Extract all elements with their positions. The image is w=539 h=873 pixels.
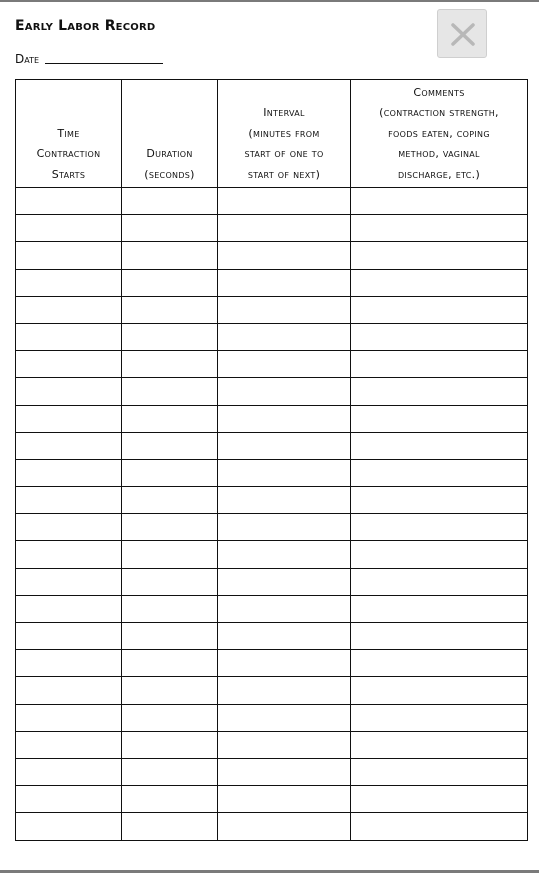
comments-cell[interactable] [351, 378, 528, 405]
interval-cell[interactable] [218, 541, 351, 568]
table-row [16, 704, 528, 731]
duration-cell[interactable] [122, 786, 218, 813]
form-title: Early Labor Record [15, 18, 156, 34]
table-row [16, 269, 528, 296]
interval-cell[interactable] [218, 623, 351, 650]
col-header-duration [122, 80, 218, 188]
duration-cell[interactable] [122, 677, 218, 704]
duration-cell[interactable] [122, 568, 218, 595]
comments-cell[interactable] [351, 188, 528, 215]
table-row [16, 786, 528, 813]
comments-cell[interactable] [351, 269, 528, 296]
interval-cell[interactable] [218, 568, 351, 595]
interval-cell[interactable] [218, 786, 351, 813]
interval-cell[interactable] [218, 323, 351, 350]
col-header-interval [218, 80, 351, 188]
comments-cell[interactable] [351, 405, 528, 432]
interval-cell[interactable] [218, 813, 351, 840]
duration-cell[interactable] [122, 541, 218, 568]
time-cell[interactable] [16, 595, 122, 622]
duration-cell[interactable] [122, 813, 218, 840]
table-row [16, 188, 528, 215]
header-row [16, 80, 528, 188]
interval-cell[interactable] [218, 677, 351, 704]
duration-cell[interactable] [122, 758, 218, 785]
duration-cell[interactable] [122, 704, 218, 731]
header-line: method, vaginal [398, 147, 480, 160]
comments-cell[interactable] [351, 758, 528, 785]
time-cell[interactable] [16, 242, 122, 269]
interval-cell[interactable] [218, 731, 351, 758]
comments-cell[interactable] [351, 487, 528, 514]
table-row [16, 351, 528, 378]
time-cell[interactable] [16, 296, 122, 323]
time-cell[interactable] [16, 677, 122, 704]
time-cell[interactable] [16, 215, 122, 242]
interval-cell[interactable] [218, 242, 351, 269]
time-cell[interactable] [16, 731, 122, 758]
time-cell[interactable] [16, 351, 122, 378]
comments-cell[interactable] [351, 650, 528, 677]
comments-cell[interactable] [351, 323, 528, 350]
duration-cell[interactable] [122, 731, 218, 758]
header-line: Starts [51, 167, 86, 181]
table-row [16, 405, 528, 432]
comments-cell[interactable] [351, 677, 528, 704]
comments-cell[interactable] [351, 459, 528, 486]
comments-cell[interactable] [351, 813, 528, 840]
table-row [16, 487, 528, 514]
date-label: Date [15, 52, 40, 66]
comments-cell[interactable] [351, 296, 528, 323]
time-cell[interactable] [16, 568, 122, 595]
time-cell[interactable] [16, 786, 122, 813]
duration-cell[interactable] [122, 323, 218, 350]
record-rows [16, 188, 528, 841]
table-row [16, 323, 528, 350]
time-cell[interactable] [16, 813, 122, 840]
duration-cell[interactable] [122, 487, 218, 514]
time-cell[interactable] [16, 487, 122, 514]
table-row [16, 568, 528, 595]
comments-cell[interactable] [351, 786, 528, 813]
duration-cell[interactable] [122, 351, 218, 378]
header-line: (seconds) [144, 167, 195, 181]
date-field[interactable] [45, 63, 163, 64]
table-row [16, 459, 528, 486]
duration-cell[interactable] [122, 650, 218, 677]
table-row [16, 595, 528, 622]
table-row [16, 296, 528, 323]
table-row [16, 215, 528, 242]
table-row [16, 813, 528, 840]
table-row [16, 432, 528, 459]
time-cell[interactable] [16, 188, 122, 215]
duration-cell[interactable] [122, 595, 218, 622]
duration-cell[interactable] [122, 215, 218, 242]
table-row [16, 242, 528, 269]
duration-cell[interactable] [122, 269, 218, 296]
table-row [16, 758, 528, 785]
header-line: start of next) [247, 167, 321, 181]
labor-record-table [15, 79, 528, 841]
header-line: (minutes from [248, 126, 320, 140]
duration-cell[interactable] [122, 188, 218, 215]
time-cell[interactable] [16, 459, 122, 486]
header-line: Duration [146, 147, 193, 160]
interval-cell[interactable] [218, 704, 351, 731]
time-cell[interactable] [16, 650, 122, 677]
top-divider [0, 0, 539, 2]
duration-cell[interactable] [122, 242, 218, 269]
header-line: Contraction [36, 147, 101, 160]
time-cell[interactable] [16, 323, 122, 350]
comments-cell[interactable] [351, 242, 528, 269]
time-cell[interactable] [16, 758, 122, 785]
time-cell[interactable] [16, 432, 122, 459]
header-line: discharge, etc.) [397, 167, 481, 181]
interval-cell[interactable] [218, 296, 351, 323]
comments-cell[interactable] [351, 215, 528, 242]
duration-cell[interactable] [122, 514, 218, 541]
header-line: foods eaten, coping [388, 126, 490, 140]
comments-cell[interactable] [351, 541, 528, 568]
col-header-comments [351, 80, 528, 188]
interval-cell[interactable] [218, 595, 351, 622]
col-header-time [16, 80, 122, 188]
comments-cell[interactable] [351, 704, 528, 731]
header-line: (contraction strength, [379, 106, 499, 119]
time-cell[interactable] [16, 405, 122, 432]
time-cell[interactable] [16, 378, 122, 405]
table-row [16, 677, 528, 704]
duration-cell[interactable] [122, 623, 218, 650]
duration-cell[interactable] [122, 432, 218, 459]
interval-cell[interactable] [218, 650, 351, 677]
table-row [16, 650, 528, 677]
interval-cell[interactable] [218, 758, 351, 785]
time-cell[interactable] [16, 623, 122, 650]
close-icon [450, 22, 476, 47]
comments-cell[interactable] [351, 432, 528, 459]
time-cell[interactable] [16, 704, 122, 731]
table-row [16, 731, 528, 758]
date-row [15, 52, 163, 66]
interval-cell[interactable] [218, 459, 351, 486]
interval-cell[interactable] [218, 487, 351, 514]
interval-cell[interactable] [218, 351, 351, 378]
comments-cell[interactable] [351, 623, 528, 650]
time-cell[interactable] [16, 514, 122, 541]
table-row [16, 623, 528, 650]
interval-cell[interactable] [218, 432, 351, 459]
interval-cell[interactable] [218, 215, 351, 242]
comments-cell[interactable] [351, 568, 528, 595]
table-row [16, 378, 528, 405]
duration-cell[interactable] [122, 405, 218, 432]
duration-cell[interactable] [122, 378, 218, 405]
interval-cell[interactable] [218, 405, 351, 432]
header-line: Interval [263, 106, 305, 119]
table-row [16, 541, 528, 568]
close-button[interactable] [437, 9, 487, 58]
time-cell[interactable] [16, 269, 122, 296]
comments-cell[interactable] [351, 351, 528, 378]
interval-cell[interactable] [218, 188, 351, 215]
header-line: Comments [413, 85, 465, 99]
comments-cell[interactable] [351, 731, 528, 758]
comments-cell[interactable] [351, 595, 528, 622]
duration-cell[interactable] [122, 459, 218, 486]
header-line: Time [57, 126, 80, 140]
duration-cell[interactable] [122, 296, 218, 323]
comments-cell[interactable] [351, 514, 528, 541]
table-row [16, 514, 528, 541]
interval-cell[interactable] [218, 378, 351, 405]
interval-cell[interactable] [218, 269, 351, 296]
interval-cell[interactable] [218, 514, 351, 541]
time-cell[interactable] [16, 541, 122, 568]
header-line: start of one to [244, 147, 324, 160]
